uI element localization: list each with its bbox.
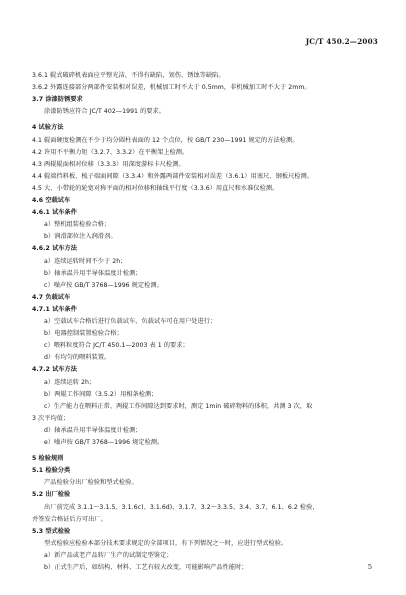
list-item: b）电器控制装置检验合格；: [44, 330, 123, 338]
clause-5-1-heading: 5.1 检验分类: [32, 467, 71, 475]
list-item: a）连续运转时间不少于 2h；: [44, 257, 127, 265]
clause-4-6-2-heading: 4.6.2 试车方法: [32, 245, 78, 253]
section-4-heading: 4 试验方法: [32, 124, 64, 132]
clause-4-7-2-heading: 4.7.2 试车方法: [32, 366, 78, 374]
clause-5-1-text: 产品检验分出厂检验和型式检验。: [44, 479, 138, 487]
section-5-heading: 5 检验规则: [32, 455, 64, 463]
clause-5-2-text: 出厂前完成 3.1.1～3.1.5、3.1.6c)、3.1.6d)、3.1.7、3.2～3.3.5、3.4、3.7、6.1、6.2 检验，: [44, 503, 319, 511]
clause-5-3-heading: 5.3 型式检验: [32, 527, 71, 535]
clause-4-4: 4.4 辊端挡料板、梳子端面间隙（3.3.4）和外露两部件安装相对误差（3.6.1）用塞尺、钢板尺检测。: [32, 172, 314, 180]
list-item-continuation: 3 次平均值；: [32, 414, 70, 422]
list-item: b）轴承温升用半导体温度计检测；: [44, 269, 142, 277]
list-item: d）轴承温升用半导体温度计检测；: [44, 426, 142, 434]
clause-3-6-1: 3.6.1 辊式破碎机表面应平整光洁，不得有缺陷，划伤、锈蚀等缺陷。: [32, 72, 225, 79]
list-item: c）噪声按 GB/T 3768—1996 规定检测。: [44, 281, 163, 289]
clause-4-1: 4.1 辊面硬度检测在不少于均分圆柱表面的 12 个点位，按 GB/T 230—1991 规定的方法检测。: [32, 136, 299, 144]
page-number: 5: [367, 563, 372, 571]
clause-3-7-text: 涂漆防锈应符合 JC/T 402—1991 的要求。: [44, 108, 166, 116]
list-item: a）空载试车合格后进行负载试车，负载试车可在用户处进行；: [44, 318, 217, 325]
clause-4-5: 4.5 大、小带轮的轮宽对称平面的相对位移和轴线平行度（3.3.6）用直尺和水准仪检测。: [32, 184, 279, 192]
list-item: a）整机组装检验合格；: [44, 221, 111, 229]
list-item: b）两辊工作间隙（3.5.2）用相条检测；: [44, 390, 158, 398]
list-item: d）有均匀的喂料装置。: [44, 354, 111, 362]
clause-3-6-2: 3.6.2 外露连接部分两部件安装相对误差，机械加工时不大于 0.5mm，非机械加工时不大于 2mm。: [32, 84, 311, 92]
clause-3-7-heading: 3.7 涂漆防锈要求: [32, 96, 83, 104]
clause-5-2-heading: 5.2 出厂检验: [32, 491, 71, 499]
list-item: b）正式生产后，如结构、材料、工艺有较大改变，可能影响产品性能时；: [44, 564, 248, 571]
clause-5-2-text-continuation: 并签发合格证后方可出厂。: [32, 515, 107, 523]
clause-4-3: 4.3 两辊辊面相对位移（3.3.3）用深度游标卡尺检测。: [32, 160, 185, 168]
clause-4-2: 4.2 许用不平衡力矩（3.2.7、3.3.2）在平衡架上检测。: [32, 148, 189, 156]
list-item: c）生产能力在喂料正常、两辊工作间隙达到要求时，测定 1min 破碎物料的体积，共测 3 次，取: [44, 402, 313, 410]
standard-code-header: JC/T 450.2—2003: [305, 37, 378, 46]
clause-4-7-heading: 4.7 负载试车: [32, 293, 71, 301]
list-item: a）新产品或老产品转厂生产的试制定型鉴定；: [44, 551, 173, 559]
list-item: b）润滑部位注入润滑剂。: [44, 233, 117, 241]
clause-5-3-text: 型式检验应检验本部分技术要求规定的全部项目，有下列情况之一时，应进行型式检验。: [44, 539, 288, 547]
list-item: c）喂料粒度符合 JC/T 450.1—2003 表 1 的要求；: [44, 342, 189, 350]
list-item: e）噪声按 GB/T 3768—1996 规定检测。: [44, 439, 164, 446]
clause-4-6-1-heading: 4.6.1 试车条件: [32, 209, 78, 217]
clause-4-6-heading: 4.6 空载试车: [32, 197, 71, 204]
list-item: a）连续运转 2h；: [44, 378, 96, 386]
clause-4-7-1-heading: 4.7.1 试车条件: [32, 305, 78, 313]
